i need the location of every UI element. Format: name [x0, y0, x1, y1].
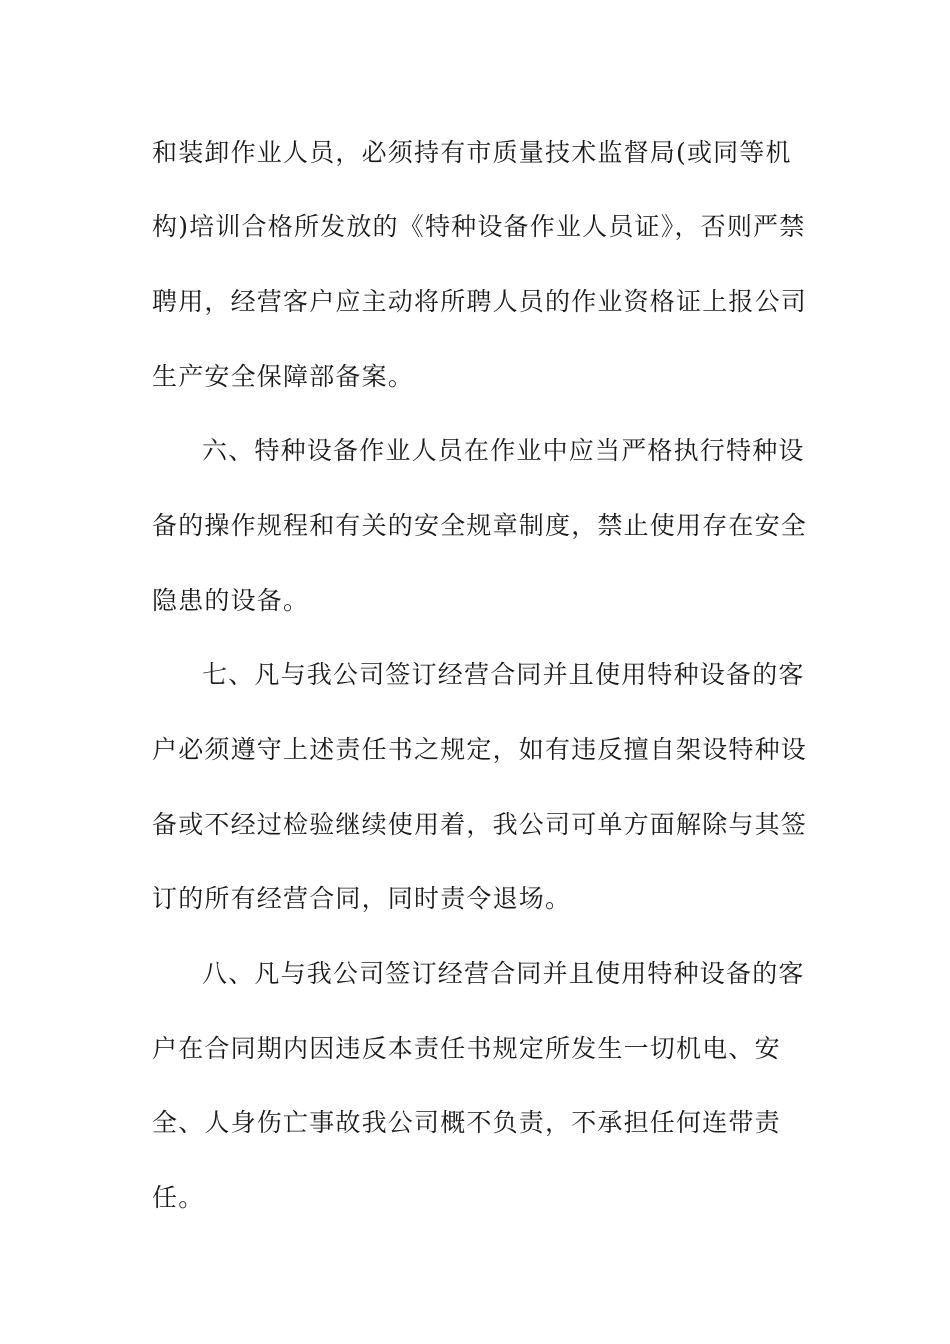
paragraph-7-line-2: 户必须遵守上述责任书之规定，如有违反擅自架设特种设: [152, 735, 808, 764]
paragraph-5-line-4: 生产安全保障部备案。: [152, 362, 415, 391]
paragraph-7-line-3: 备或不经过检验继续使用着，我公司可单方面解除与其签: [152, 810, 808, 839]
paragraph-8-line-1: 八、凡与我公司签订经营合同并且使用特种设备的客: [202, 959, 805, 988]
paragraph-6-line-2: 备的操作规程和有关的安全规章制度，禁止使用存在安全: [152, 511, 808, 540]
paragraph-7-line-1: 七、凡与我公司签订经营合同并且使用特种设备的客: [202, 660, 805, 689]
paragraph-7-line-4: 订的所有经营合同，同时责令退场。: [152, 884, 572, 913]
paragraph-8-line-3: 全、人身伤亡事故我公司概不负责，不承担任何连带责: [152, 1108, 781, 1137]
paragraph-5-line-3: 聘用，经营客户应主动将所聘人员的作业资格证上报公司: [152, 287, 808, 316]
paragraph-8-line-4: 任。: [152, 1183, 205, 1212]
paragraph-6-line-1: 六、特种设备作业人员在作业中应当严格执行特种设: [202, 436, 805, 465]
paragraph-6-line-3: 隐患的设备。: [152, 586, 310, 615]
paragraph-8-line-2: 户在合同期内因违反本责任书规定所发生一切机电、安: [152, 1034, 781, 1063]
paragraph-5-line-1: 和装卸作业人员，必须持有市质量技术监督局(或同等机: [152, 138, 792, 167]
paragraph-5-line-2: 构)培训合格所发放的《特种设备作业人员证》，否则严禁: [152, 212, 806, 241]
